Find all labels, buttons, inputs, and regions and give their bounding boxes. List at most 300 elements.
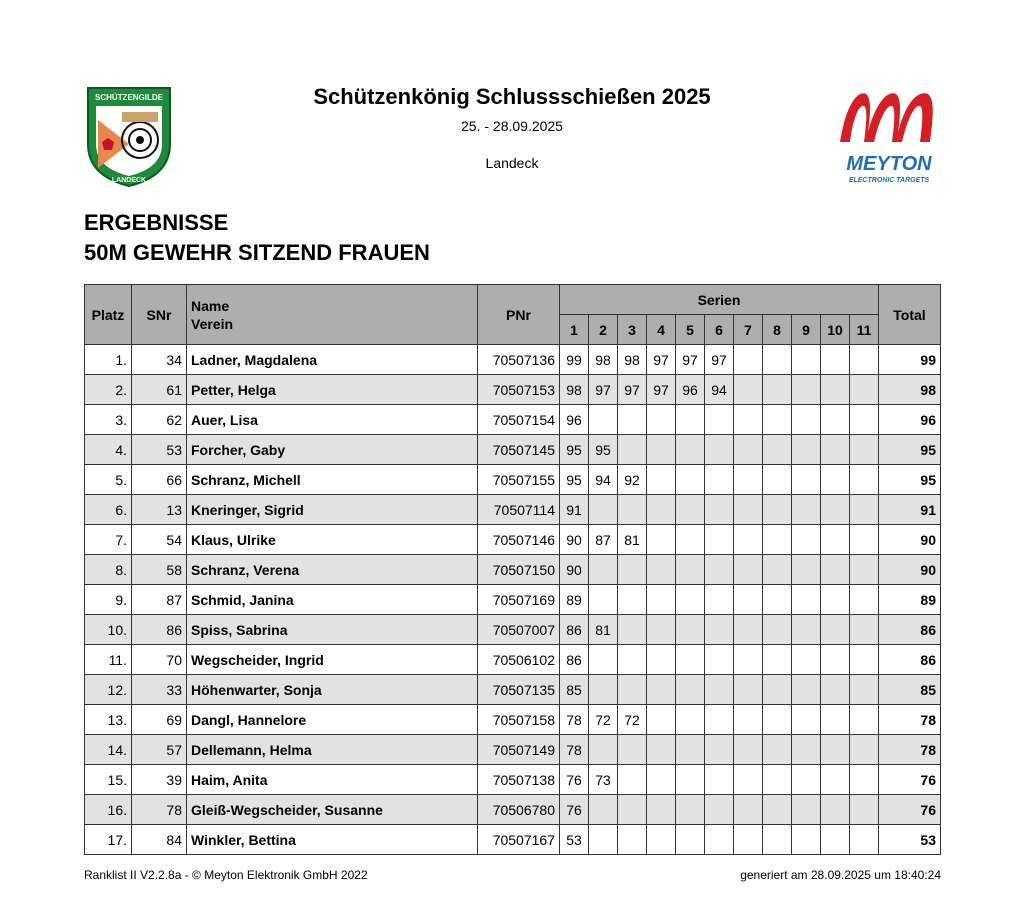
cell-serie-5 bbox=[676, 525, 705, 555]
cell-serie-5 bbox=[676, 465, 705, 495]
cell-serie-1: 78 bbox=[560, 735, 589, 765]
cell-serie-10 bbox=[821, 435, 850, 465]
cell-pnr: 70507167 bbox=[478, 825, 560, 855]
cell-serie-7 bbox=[734, 735, 763, 765]
cell-pnr: 70506102 bbox=[478, 645, 560, 675]
cell-name: Höhenwarter, Sonja bbox=[187, 675, 478, 705]
cell-serie-6 bbox=[705, 765, 734, 795]
cell-snr: 54 bbox=[132, 525, 187, 555]
cell-snr: 39 bbox=[132, 765, 187, 795]
cell-serie-11 bbox=[850, 735, 879, 765]
cell-snr: 78 bbox=[132, 795, 187, 825]
cell-pnr: 70507135 bbox=[478, 675, 560, 705]
cell-serie-1: 78 bbox=[560, 705, 589, 735]
discipline-heading: 50M GEWEHR SITZEND FRAUEN bbox=[84, 240, 430, 265]
cell-serie-6 bbox=[705, 495, 734, 525]
cell-serie-3 bbox=[618, 615, 647, 645]
cell-serie-10 bbox=[821, 705, 850, 735]
cell-serie-6: 94 bbox=[705, 375, 734, 405]
cell-serie-2 bbox=[589, 555, 618, 585]
cell-serie-10 bbox=[821, 465, 850, 495]
cell-serie-2: 95 bbox=[589, 435, 618, 465]
cell-serie-6 bbox=[705, 465, 734, 495]
cell-serie-7 bbox=[734, 675, 763, 705]
cell-total: 91 bbox=[879, 495, 941, 525]
cell-serie-3 bbox=[618, 765, 647, 795]
table-row bbox=[85, 435, 941, 465]
cell-pnr: 70507138 bbox=[478, 765, 560, 795]
cell-serie-7 bbox=[734, 765, 763, 795]
cell-serie-1: 86 bbox=[560, 615, 589, 645]
cell-serie-4 bbox=[647, 525, 676, 555]
cell-serie-9 bbox=[792, 435, 821, 465]
cell-name: Forcher, Gaby bbox=[187, 435, 478, 465]
cell-serie-10 bbox=[821, 345, 850, 375]
cell-total: 86 bbox=[879, 615, 941, 645]
table-row bbox=[85, 645, 941, 675]
footer-version: Ranklist II V2.2.8a - © Meyton Elektronik GmbH 2022 bbox=[84, 868, 368, 882]
cell-snr: 58 bbox=[132, 555, 187, 585]
cell-total: 89 bbox=[879, 585, 941, 615]
cell-serie-6 bbox=[705, 405, 734, 435]
cell-serie-8 bbox=[763, 435, 792, 465]
col-serie-11: 11 bbox=[850, 315, 879, 345]
table-row bbox=[85, 405, 941, 435]
table-row bbox=[85, 555, 941, 585]
cell-serie-8 bbox=[763, 585, 792, 615]
cell-name: Gleiß-Wegscheider, Susanne bbox=[187, 795, 478, 825]
cell-serie-5 bbox=[676, 585, 705, 615]
cell-platz: 5. bbox=[85, 465, 132, 495]
cell-pnr: 70507146 bbox=[478, 525, 560, 555]
cell-serie-8 bbox=[763, 705, 792, 735]
cell-serie-4 bbox=[647, 435, 676, 465]
cell-serie-9 bbox=[792, 675, 821, 705]
cell-serie-1: 53 bbox=[560, 825, 589, 855]
cell-serie-6 bbox=[705, 555, 734, 585]
cell-serie-3: 72 bbox=[618, 705, 647, 735]
col-serie-2: 2 bbox=[589, 315, 618, 345]
cell-serie-10 bbox=[821, 675, 850, 705]
cell-name: Schranz, Michell bbox=[187, 465, 478, 495]
cell-serie-1: 89 bbox=[560, 585, 589, 615]
cell-snr: 86 bbox=[132, 615, 187, 645]
col-serie-10: 10 bbox=[821, 315, 850, 345]
cell-platz: 7. bbox=[85, 525, 132, 555]
cell-serie-4 bbox=[647, 405, 676, 435]
cell-serie-4 bbox=[647, 675, 676, 705]
cell-serie-4 bbox=[647, 615, 676, 645]
col-serien: Serien bbox=[560, 285, 879, 315]
cell-serie-1: 96 bbox=[560, 405, 589, 435]
table-row bbox=[85, 585, 941, 615]
cell-total: 95 bbox=[879, 435, 941, 465]
cell-name: Petter, Helga bbox=[187, 375, 478, 405]
cell-platz: 14. bbox=[85, 735, 132, 765]
cell-serie-10 bbox=[821, 585, 850, 615]
cell-serie-4 bbox=[647, 705, 676, 735]
cell-serie-7 bbox=[734, 705, 763, 735]
cell-snr: 69 bbox=[132, 705, 187, 735]
cell-platz: 9. bbox=[85, 585, 132, 615]
cell-serie-11 bbox=[850, 585, 879, 615]
table-row bbox=[85, 705, 941, 735]
col-serie-9: 9 bbox=[792, 315, 821, 345]
cell-serie-8 bbox=[763, 525, 792, 555]
cell-serie-3: 97 bbox=[618, 375, 647, 405]
cell-serie-9 bbox=[792, 555, 821, 585]
col-total: Total bbox=[879, 285, 941, 345]
table-row bbox=[85, 345, 941, 375]
cell-serie-6 bbox=[705, 435, 734, 465]
cell-total: 78 bbox=[879, 705, 941, 735]
cell-serie-5 bbox=[676, 825, 705, 855]
cell-serie-10 bbox=[821, 645, 850, 675]
cell-platz: 16. bbox=[85, 795, 132, 825]
table-row bbox=[85, 615, 941, 645]
event-venue: Landeck bbox=[485, 155, 539, 171]
col-platz: Platz bbox=[85, 285, 132, 345]
table-row bbox=[85, 495, 941, 525]
cell-snr: 57 bbox=[132, 735, 187, 765]
cell-serie-3 bbox=[618, 825, 647, 855]
results-heading: ERGEBNISSE bbox=[84, 210, 229, 235]
cell-serie-9 bbox=[792, 465, 821, 495]
cell-serie-11 bbox=[850, 675, 879, 705]
cell-pnr: 70507007 bbox=[478, 615, 560, 645]
cell-pnr: 70507169 bbox=[478, 585, 560, 615]
cell-serie-3 bbox=[618, 495, 647, 525]
cell-serie-8 bbox=[763, 735, 792, 765]
cell-name: Schranz, Verena bbox=[187, 555, 478, 585]
col-verein: Verein bbox=[191, 315, 234, 332]
cell-total: 76 bbox=[879, 765, 941, 795]
col-serie-8: 8 bbox=[763, 315, 792, 345]
cell-serie-2 bbox=[589, 795, 618, 825]
cell-serie-4 bbox=[647, 765, 676, 795]
cell-serie-2: 72 bbox=[589, 705, 618, 735]
cell-serie-7 bbox=[734, 435, 763, 465]
cell-serie-7 bbox=[734, 345, 763, 375]
cell-serie-1: 95 bbox=[560, 435, 589, 465]
cell-serie-4 bbox=[647, 735, 676, 765]
cell-serie-6 bbox=[705, 615, 734, 645]
cell-serie-6 bbox=[705, 525, 734, 555]
cell-pnr: 70507155 bbox=[478, 465, 560, 495]
cell-serie-1: 99 bbox=[560, 345, 589, 375]
cell-serie-5 bbox=[676, 705, 705, 735]
cell-serie-1: 95 bbox=[560, 465, 589, 495]
footer-generated: generiert am 28.09.2025 um 18:40:24 bbox=[740, 868, 941, 882]
cell-serie-11 bbox=[850, 525, 879, 555]
cell-serie-7 bbox=[734, 465, 763, 495]
cell-pnr: 70507153 bbox=[478, 375, 560, 405]
cell-serie-3: 92 bbox=[618, 465, 647, 495]
cell-name: Wegscheider, Ingrid bbox=[187, 645, 478, 675]
cell-serie-8 bbox=[763, 405, 792, 435]
event-dates: 25. - 28.09.2025 bbox=[461, 118, 563, 134]
cell-snr: 66 bbox=[132, 465, 187, 495]
schuetzengilde-logo bbox=[84, 84, 174, 188]
cell-serie-6 bbox=[705, 585, 734, 615]
meyton-logo bbox=[836, 84, 942, 188]
cell-serie-11 bbox=[850, 705, 879, 735]
cell-platz: 13. bbox=[85, 705, 132, 735]
meyton-subtitle: ELECTRONIC TARGETS bbox=[848, 177, 930, 184]
cell-serie-1: 85 bbox=[560, 675, 589, 705]
cell-serie-8 bbox=[763, 825, 792, 855]
cell-serie-3: 81 bbox=[618, 525, 647, 555]
cell-platz: 10. bbox=[85, 615, 132, 645]
cell-serie-10 bbox=[821, 825, 850, 855]
cell-platz: 1. bbox=[85, 345, 132, 375]
cell-serie-1: 76 bbox=[560, 795, 589, 825]
cell-serie-6 bbox=[705, 645, 734, 675]
cell-snr: 13 bbox=[132, 495, 187, 525]
cell-pnr: 70507154 bbox=[478, 405, 560, 435]
cell-serie-7 bbox=[734, 645, 763, 675]
cell-serie-2: 73 bbox=[589, 765, 618, 795]
cell-name: Auer, Lisa bbox=[187, 405, 478, 435]
cell-serie-11 bbox=[850, 765, 879, 795]
cell-name: Kneringer, Sigrid bbox=[187, 495, 478, 525]
cell-serie-4: 97 bbox=[647, 375, 676, 405]
cell-serie-11 bbox=[850, 555, 879, 585]
cell-serie-2 bbox=[589, 405, 618, 435]
cell-serie-5 bbox=[676, 795, 705, 825]
cell-serie-3 bbox=[618, 555, 647, 585]
cell-serie-9 bbox=[792, 735, 821, 765]
table-row bbox=[85, 525, 941, 555]
cell-name: Ladner, Magdalena bbox=[187, 345, 478, 375]
cell-serie-7 bbox=[734, 825, 763, 855]
cell-serie-8 bbox=[763, 765, 792, 795]
logo-text-bottom: LANDECK bbox=[111, 177, 147, 184]
cell-serie-8 bbox=[763, 495, 792, 525]
logo-text-top: SCHÜTZENGILDE bbox=[95, 93, 163, 102]
cell-serie-6 bbox=[705, 795, 734, 825]
cell-serie-5 bbox=[676, 435, 705, 465]
cell-name: Dangl, Hannelore bbox=[187, 705, 478, 735]
cell-serie-11 bbox=[850, 345, 879, 375]
col-name-verein bbox=[187, 285, 478, 345]
col-serie-5: 5 bbox=[676, 315, 705, 345]
cell-serie-9 bbox=[792, 645, 821, 675]
table-row bbox=[85, 675, 941, 705]
cell-snr: 53 bbox=[132, 435, 187, 465]
cell-serie-11 bbox=[850, 825, 879, 855]
cell-serie-2 bbox=[589, 495, 618, 525]
table-row bbox=[85, 375, 941, 405]
cell-serie-4 bbox=[647, 795, 676, 825]
cell-serie-7 bbox=[734, 585, 763, 615]
cell-serie-4: 97 bbox=[647, 345, 676, 375]
cell-serie-1: 90 bbox=[560, 525, 589, 555]
table-row bbox=[85, 795, 941, 825]
cell-serie-4 bbox=[647, 495, 676, 525]
cell-serie-8 bbox=[763, 375, 792, 405]
cell-serie-8 bbox=[763, 645, 792, 675]
col-serie-7: 7 bbox=[734, 315, 763, 345]
cell-serie-9 bbox=[792, 405, 821, 435]
cell-name: Klaus, Ulrike bbox=[187, 525, 478, 555]
cell-serie-3 bbox=[618, 735, 647, 765]
cell-serie-11 bbox=[850, 435, 879, 465]
cell-platz: 12. bbox=[85, 675, 132, 705]
cell-total: 53 bbox=[879, 825, 941, 855]
cell-snr: 33 bbox=[132, 675, 187, 705]
col-snr: SNr bbox=[132, 285, 187, 345]
cell-platz: 15. bbox=[85, 765, 132, 795]
cell-total: 78 bbox=[879, 735, 941, 765]
cell-serie-11 bbox=[850, 795, 879, 825]
cell-serie-8 bbox=[763, 555, 792, 585]
cell-serie-6: 97 bbox=[705, 345, 734, 375]
cell-serie-9 bbox=[792, 795, 821, 825]
cell-pnr: 70507158 bbox=[478, 705, 560, 735]
cell-serie-4 bbox=[647, 825, 676, 855]
col-serie-3: 3 bbox=[618, 315, 647, 345]
cell-serie-10 bbox=[821, 525, 850, 555]
cell-serie-5 bbox=[676, 765, 705, 795]
cell-serie-9 bbox=[792, 375, 821, 405]
cell-serie-4 bbox=[647, 585, 676, 615]
cell-serie-11 bbox=[850, 405, 879, 435]
col-serie-1: 1 bbox=[560, 315, 589, 345]
cell-serie-2 bbox=[589, 585, 618, 615]
table-row bbox=[85, 825, 941, 855]
cell-serie-6 bbox=[705, 735, 734, 765]
cell-serie-9 bbox=[792, 585, 821, 615]
cell-serie-9 bbox=[792, 825, 821, 855]
event-title: Schützenkönig Schlussschießen 2025 bbox=[313, 84, 711, 109]
cell-serie-3 bbox=[618, 795, 647, 825]
cell-serie-1: 76 bbox=[560, 765, 589, 795]
cell-serie-6 bbox=[705, 675, 734, 705]
cell-serie-10 bbox=[821, 615, 850, 645]
cell-platz: 6. bbox=[85, 495, 132, 525]
cell-serie-10 bbox=[821, 405, 850, 435]
cell-serie-5 bbox=[676, 645, 705, 675]
cell-platz: 17. bbox=[85, 825, 132, 855]
cell-serie-2 bbox=[589, 645, 618, 675]
table-row bbox=[85, 465, 941, 495]
cell-serie-3 bbox=[618, 645, 647, 675]
cell-pnr: 70507114 bbox=[478, 495, 560, 525]
cell-platz: 11. bbox=[85, 645, 132, 675]
col-serie-6: 6 bbox=[705, 315, 734, 345]
cell-serie-7 bbox=[734, 495, 763, 525]
cell-serie-4 bbox=[647, 555, 676, 585]
cell-total: 99 bbox=[879, 345, 941, 375]
cell-serie-3 bbox=[618, 675, 647, 705]
cell-serie-2: 87 bbox=[589, 525, 618, 555]
cell-platz: 3. bbox=[85, 405, 132, 435]
cell-serie-4 bbox=[647, 645, 676, 675]
cell-serie-5 bbox=[676, 735, 705, 765]
cell-serie-3 bbox=[618, 435, 647, 465]
cell-platz: 2. bbox=[85, 375, 132, 405]
col-pnr: PNr bbox=[478, 285, 560, 345]
cell-serie-3 bbox=[618, 405, 647, 435]
cell-serie-10 bbox=[821, 795, 850, 825]
cell-serie-7 bbox=[734, 405, 763, 435]
cell-serie-7 bbox=[734, 375, 763, 405]
cell-serie-5: 96 bbox=[676, 375, 705, 405]
cell-serie-5 bbox=[676, 495, 705, 525]
cell-name: Spiss, Sabrina bbox=[187, 615, 478, 645]
cell-serie-10 bbox=[821, 375, 850, 405]
cell-total: 95 bbox=[879, 465, 941, 495]
cell-serie-1: 86 bbox=[560, 645, 589, 675]
cell-serie-2: 81 bbox=[589, 615, 618, 645]
cell-serie-1: 90 bbox=[560, 555, 589, 585]
cell-serie-7 bbox=[734, 555, 763, 585]
cell-serie-2 bbox=[589, 675, 618, 705]
cell-serie-8 bbox=[763, 675, 792, 705]
cell-serie-3: 98 bbox=[618, 345, 647, 375]
cell-snr: 61 bbox=[132, 375, 187, 405]
cell-pnr: 70506780 bbox=[478, 795, 560, 825]
cell-serie-11 bbox=[850, 645, 879, 675]
cell-serie-5 bbox=[676, 405, 705, 435]
cell-serie-10 bbox=[821, 735, 850, 765]
cell-serie-10 bbox=[821, 495, 850, 525]
cell-serie-9 bbox=[792, 705, 821, 735]
cell-snr: 84 bbox=[132, 825, 187, 855]
results-table bbox=[84, 284, 941, 855]
cell-serie-2: 97 bbox=[589, 375, 618, 405]
cell-serie-7 bbox=[734, 795, 763, 825]
cell-serie-5: 97 bbox=[676, 345, 705, 375]
meyton-brand: MEYTON bbox=[846, 153, 932, 175]
cell-platz: 8. bbox=[85, 555, 132, 585]
cell-serie-8 bbox=[763, 465, 792, 495]
cell-serie-9 bbox=[792, 345, 821, 375]
cell-serie-3 bbox=[618, 585, 647, 615]
cell-serie-2 bbox=[589, 825, 618, 855]
cell-snr: 34 bbox=[132, 345, 187, 375]
cell-snr: 62 bbox=[132, 405, 187, 435]
cell-serie-7 bbox=[734, 615, 763, 645]
cell-serie-10 bbox=[821, 555, 850, 585]
cell-serie-5 bbox=[676, 555, 705, 585]
cell-total: 90 bbox=[879, 555, 941, 585]
cell-serie-11 bbox=[850, 495, 879, 525]
cell-serie-8 bbox=[763, 795, 792, 825]
cell-total: 86 bbox=[879, 645, 941, 675]
cell-serie-6 bbox=[705, 705, 734, 735]
cell-serie-8 bbox=[763, 615, 792, 645]
cell-pnr: 70507149 bbox=[478, 735, 560, 765]
table-row bbox=[85, 735, 941, 765]
cell-total: 90 bbox=[879, 525, 941, 555]
cell-serie-2: 94 bbox=[589, 465, 618, 495]
cell-pnr: 70507150 bbox=[478, 555, 560, 585]
cell-serie-6 bbox=[705, 825, 734, 855]
cell-serie-8 bbox=[763, 345, 792, 375]
cell-snr: 87 bbox=[132, 585, 187, 615]
cell-pnr: 70507145 bbox=[478, 435, 560, 465]
cell-platz: 4. bbox=[85, 435, 132, 465]
cell-serie-11 bbox=[850, 375, 879, 405]
table-row bbox=[85, 765, 941, 795]
cell-serie-9 bbox=[792, 765, 821, 795]
cell-name: Haim, Anita bbox=[187, 765, 478, 795]
cell-name: Schmid, Janina bbox=[187, 585, 478, 615]
cell-serie-9 bbox=[792, 525, 821, 555]
cell-pnr: 70507136 bbox=[478, 345, 560, 375]
